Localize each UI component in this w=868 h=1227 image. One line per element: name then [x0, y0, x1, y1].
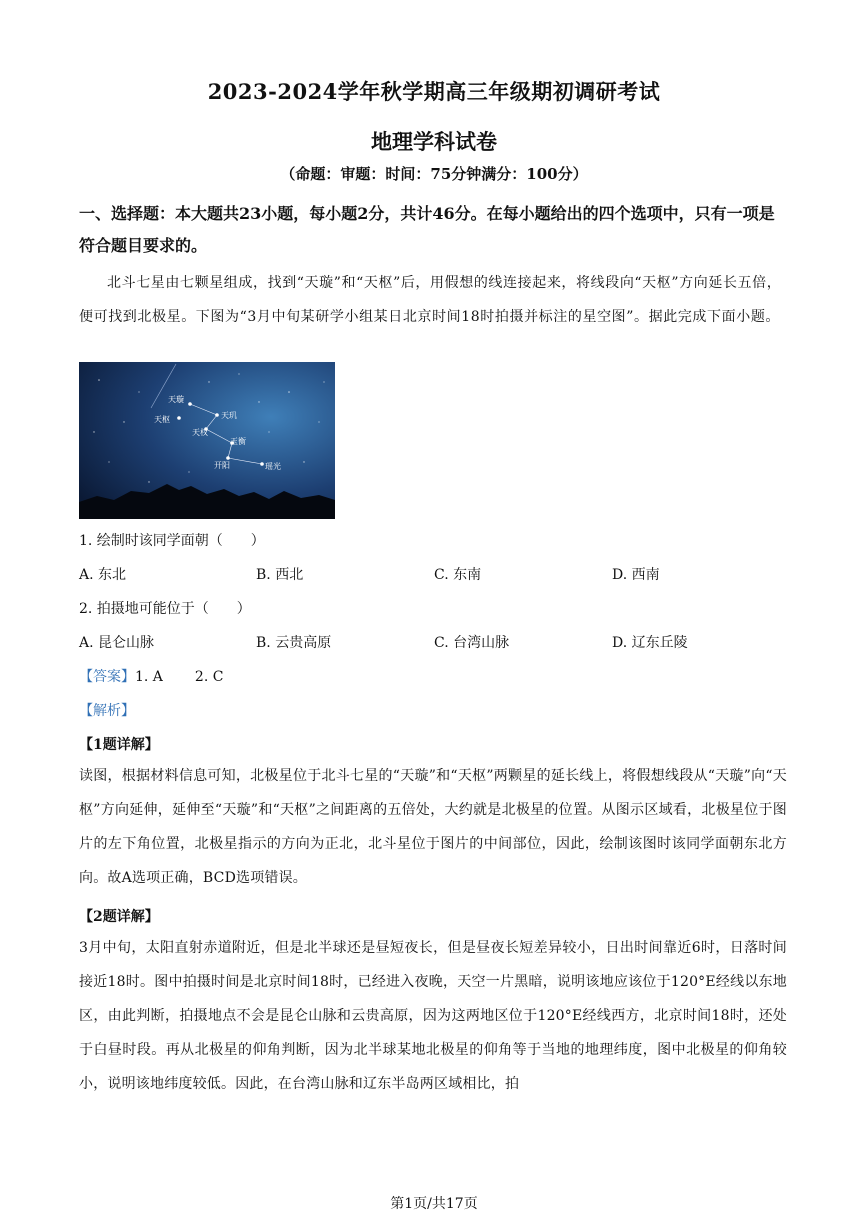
question-2-stem: 2. 拍摄地可能位于（ ） — [79, 601, 251, 617]
answer-q1: 1. A — [135, 669, 163, 685]
star-map-figure — [79, 362, 335, 519]
star-label: 天玑 — [221, 411, 237, 420]
star-label: 天枢 — [154, 415, 170, 424]
detail-1-heading: 【1题详解】 — [79, 737, 159, 753]
question-1-stem: 1. 绘制时该同学面朝（ ） — [79, 533, 265, 549]
q2-option-b[interactable]: B. 云贵高原 — [256, 635, 332, 651]
answer-line — [79, 666, 223, 686]
section-heading: 一、选择题：本大题共23小题，每小题2分，共计46分。在每小题给出的四个选项中，只有一项是符合题目要求的。 — [79, 204, 775, 255]
q1-option-b[interactable]: B. 西北 — [256, 567, 304, 583]
detail-2-text: 3月中旬，太阳直射赤道附近，但是北半球还是昼短夜长，但是昼夜长短差异较小，日出时间靠近6时，日落时间接近18时。图中拍摄时间是北京时间18时，已经进入夜晚，天空一片黑暗，说明该地应该位于120°E经线以东地区，由此判断，拍摄地点不会是昆仑山脉和云贵高原，因为这两地区位于120°E经线西方，北京时间18时，还处于白昼时段。再从北极星的仰角判断，因为北半球某地北极星的仰角等于当地的地理纬度，图中北极星的仰角较小，说明该地纬度较低。因此，在台湾山脉和辽东半岛两区域相比，拍 — [79, 940, 787, 1092]
q1-option-a[interactable]: A. 东北 — [79, 567, 127, 583]
star-map-image — [79, 362, 335, 519]
q2-option-c[interactable]: C. 台湾山脉 — [434, 635, 510, 651]
detail-1-text: 读图，根据材料信息可知，北极星位于北斗七星的“天璇”和“天枢”两颗星的延长线上，将假想线段从“天璇”向“天枢”方向延伸，延伸至“天璇”和“天枢”之间距离的五倍处，大约就是北极星的位置。从图示区域看，北极星位于图片的左下角位置，北极星指示的方向为正北，北斗星位于图片的中间部位，因此，绘制该图时该同学面朝东北方向。故A选项正确，BCD选项错误。 — [79, 768, 787, 886]
page-footer: 第1页/共17页 — [390, 1196, 478, 1212]
answer-tag: 【答案】 — [79, 669, 135, 685]
star-dot — [177, 416, 181, 420]
star-dot — [226, 456, 230, 460]
exam-info: （命题：审题：时间：75分钟满分：100分） — [280, 165, 588, 183]
star-label: 玉衡 — [230, 437, 246, 446]
star-label: 天璇 — [168, 395, 184, 404]
answer-q2: 2. C — [194, 669, 224, 685]
q2-option-a[interactable]: A. 昆仑山脉 — [79, 635, 155, 651]
star-label: 天权 — [192, 428, 208, 437]
subject-title: 地理学科试卷 — [371, 129, 497, 154]
detail-2-heading: 【2题详解】 — [79, 909, 159, 925]
star-label: 瑶光 — [265, 462, 281, 471]
q1-option-d[interactable]: D. 西南 — [612, 567, 660, 583]
q1-option-c[interactable]: C. 东南 — [434, 567, 482, 583]
q2-option-d[interactable]: D. 辽东丘陵 — [612, 635, 688, 651]
exam-title: 2023-2024学年秋学期高三年级期初调研考试 — [207, 79, 661, 104]
star-label: 开阳 — [214, 461, 230, 470]
star-dot — [215, 413, 219, 417]
star-dot — [188, 402, 192, 406]
question-intro: 北斗七星由七颗星组成，找到“天璇”和“天枢”后，用假想的线连接起来，将线段向“天枢”方向延长五倍，便可找到北极星。下图为“3月中旬某研学小组某日北京时间18时拍摄并标注的星空图”。据此完成下面小题。 — [79, 275, 782, 325]
analysis-tag: 【解析】 — [79, 703, 135, 719]
star-dot — [260, 462, 264, 466]
